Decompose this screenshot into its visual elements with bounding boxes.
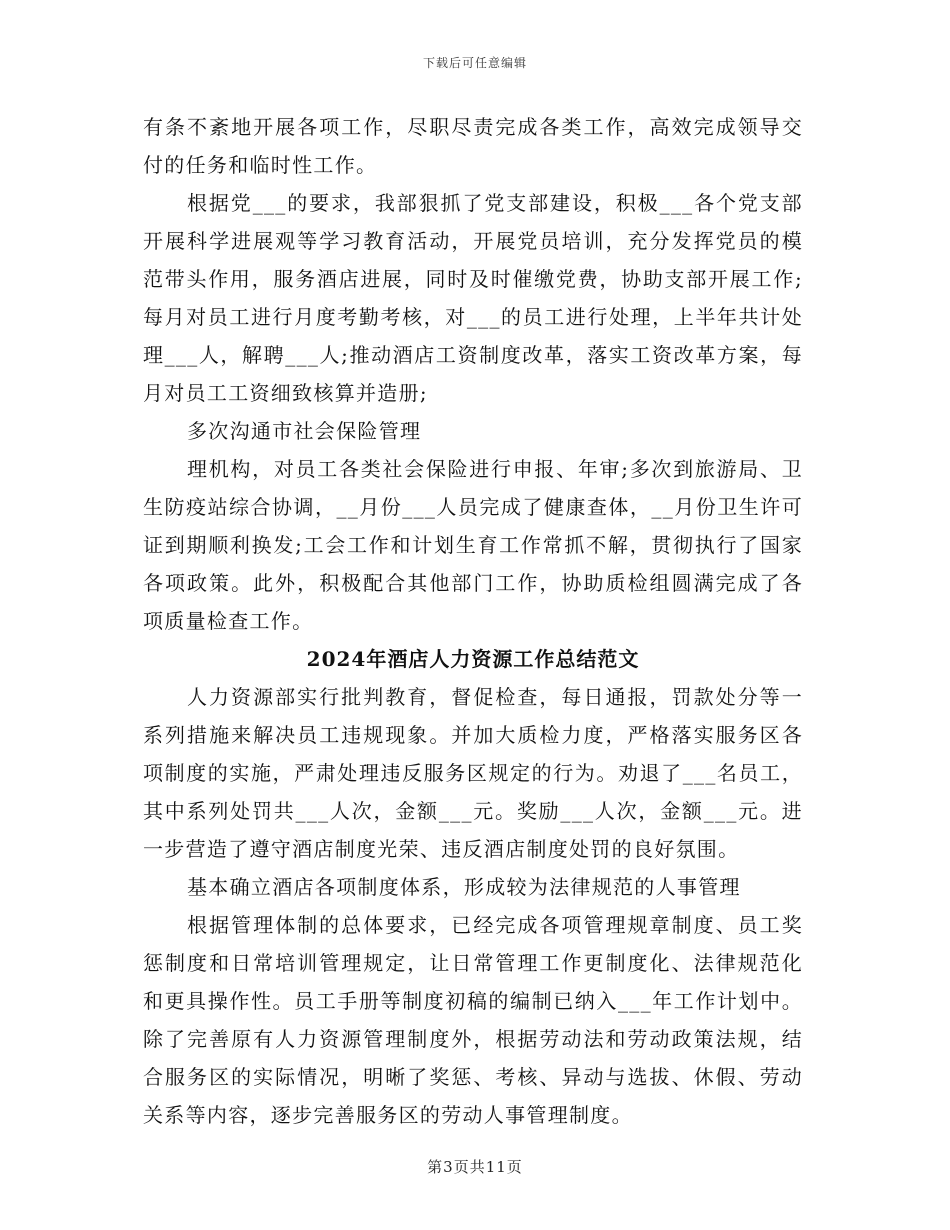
document-body [143, 108, 803, 1134]
page-header: 下载后可任意编辑 [422, 56, 527, 70]
paragraph-discipline: 人力资源部实行批判教育，督促检查，每日通报，罚款处分等一系列措施来解决员工违规现象。并加大质检力度，严格落实服务区各项制度的实施，严肃处理违反服务区规定的行为。劝退了___名员工，其中系列处罚共___人次，金额___元。奖励___人次，金额___元。进一步营造了遵守酒店制度光荣、违反酒店制度处罚的良好氛围。 [143, 685, 803, 861]
paragraph-system-heading: 基本确立酒店各项制度体系，形成较为法律规范的人事管理 [187, 875, 741, 899]
paragraph-continuation: 有条不紊地开展各项工作，尽职尽责完成各类工作，高效完成领导交付的任务和临时性工作。 [143, 115, 803, 177]
page-footer: 第3页共11页 [427, 1158, 523, 1176]
section-title: 2024年酒店人力资源工作总结范文 [306, 647, 640, 671]
paragraph-insurance-agency: 理机构，对员工各类社会保险进行申报、年审;多次到旅游局、卫生防疫站综合协调，__月份___人员完成了健康查体，__月份卫生许可证到期顺利换发;工会工作和计划生育工作常抓不解，贯彻执行了国家各项政策。此外，积极配合其他部门工作，协助质检组圆满完成了各项质量检查工作。 [143, 457, 803, 633]
paragraph-social-insurance: 多次沟通市社会保险管理 [187, 419, 422, 443]
paragraph-management-system: 根据管理体制的总体要求，已经完成各项管理规章制度、员工奖惩制度和日常培训管理规定，让日常管理工作更制度化、法律规范化和更具操作性。员工手册等制度初稿的编制已纳入___年工作计划中。除了完善原有人力资源管理制度外，根据劳动法和劳动政策法规，结合服务区的实际情况，明晰了奖惩、考核、异动与选拔、休假、劳动关系等内容，逐步完善服务区的劳动人事管理制度。 [143, 913, 803, 1127]
paragraph-party-work: 根据党___的要求，我部狠抓了党支部建设，积极___各个党支部开展科学进展观等学习教育活动，开展党员培训，充分发挥党员的模范带头作用，服务酒店进展，同时及时催缴党费，协助支部开展工作;每月对员工进行月度考勤考核，对___的员工进行处理，上半年共计处理___人，解聘___人;推动酒店工资制度改革，落实工资改革方案，每月对员工工资细致核算并造册; [143, 191, 803, 405]
